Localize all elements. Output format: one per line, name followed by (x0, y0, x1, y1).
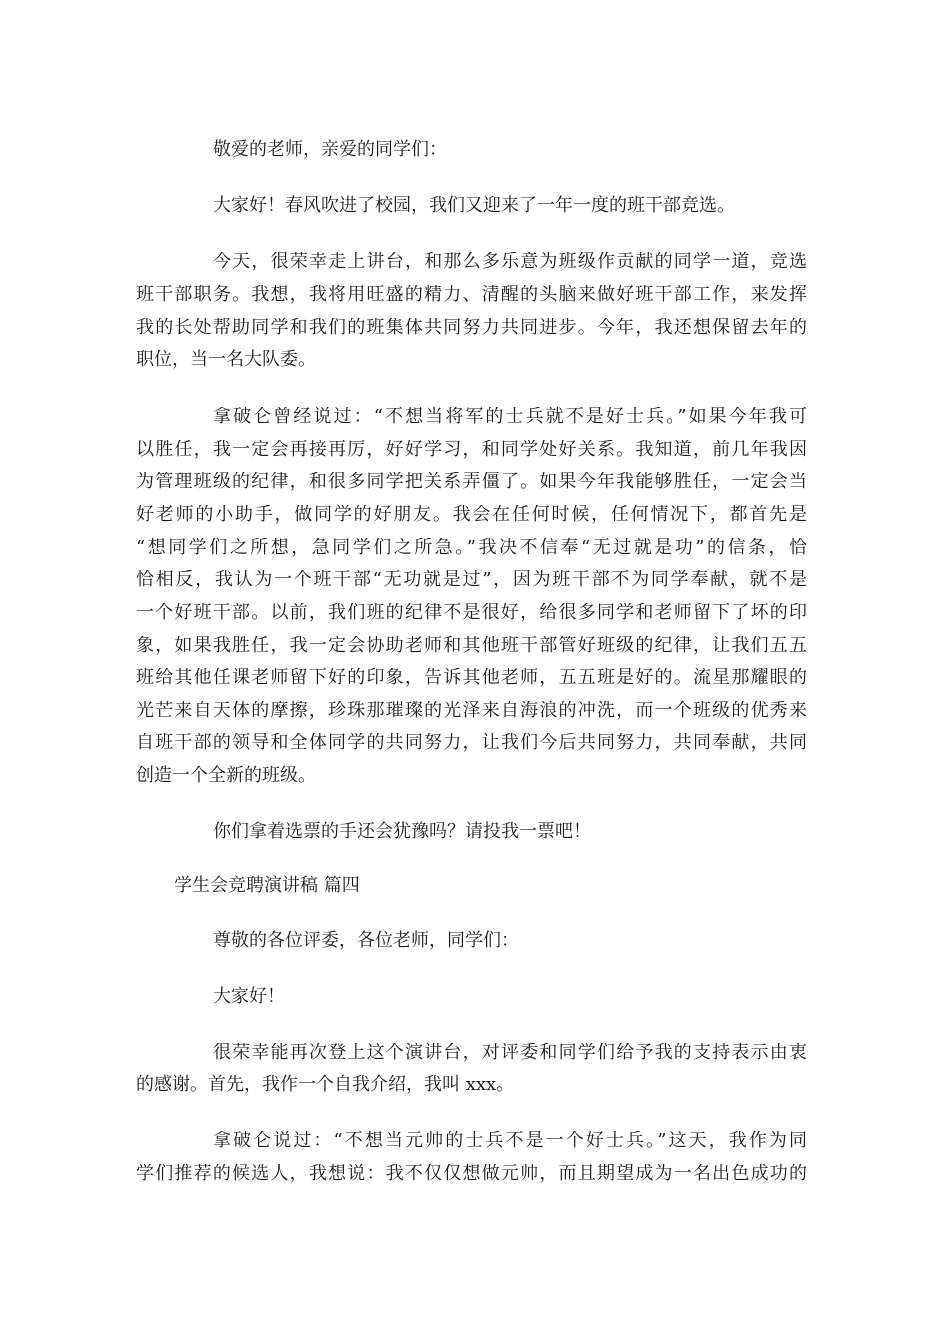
text-line: 一个好班干部。以前，我们班的纪律不是很好，给很多同学和老师留下了坏的印 (136, 603, 807, 623)
text-line: 大家好！春风吹进了校园，我们又迎来了一年一度的班干部竞选。 (213, 195, 735, 216)
text-line: 为管理班级的纪律，和很多同学把关系弄僵了。如果今年我能够胜任，一定会当 (136, 472, 807, 492)
text-line: 今天，很荣幸走上讲台，和那么多乐意为班级作贡献的同学一道，竞选 (213, 252, 807, 272)
text-line: 光芒来自天体的摩擦，珍珠那璀璨的光泽来自海浪的冲洗，而一个班级的优秀来 (136, 701, 807, 721)
text-line: 你们拿着选票的手还会犹豫吗？请投我一票吧！ (213, 821, 591, 842)
text-line: 拿破仑曾经说过：“不想当将军的士兵就不是好士兵。”如果今年我可 (213, 407, 807, 427)
text-line: “想同学们之所想，急同学们之所急。”我决不信奉“无过就是功”的信条，恰 (136, 538, 807, 558)
text-line: 象，如果我胜任，我一定会协助老师和其他班干部管好班级的纪律，让我们五五 (136, 636, 807, 656)
text-line: 恰相反，我认为一个班干部“无功就是过”，因为班干部不为同学奉献，就不是 (136, 570, 807, 590)
text-line: 的感谢。首先，我作一个自我介绍，我叫 xxx。 (136, 1074, 515, 1095)
text-line: 很荣幸能再次登上这个演讲台，对评委和同学们给予我的支持表示由衷 (213, 1043, 807, 1063)
text-line: 创造一个全新的班级。 (136, 765, 316, 786)
text-line: 以胜任，我一定会再接再厉，好好学习，和同学处好关系。我知道，前几年我因 (136, 440, 807, 460)
text-line: 拿破仑说过：“不想当元帅的士兵不是一个好士兵。”这天，我作为同 (213, 1131, 807, 1151)
text-line: 学们推荐的候选人，我想说：我不仅仅想做元帅，而且期望成为一名出色成功的 (136, 1164, 807, 1184)
text-line: 自班干部的领导和全体同学的共同努力，让我们今后共同努力，共同奉献，共同 (136, 733, 807, 753)
section-heading: 学生会竞聘演讲稿 篇四 (174, 875, 360, 896)
text-line: 我的长处帮助同学和我们的班集体共同努力共同进步。今年，我还想保留去年的 (136, 318, 807, 338)
text-line: 尊敬的各位评委，各位老师，同学们： (213, 930, 519, 951)
text-line: 敬爱的老师，亲爱的同学们： (213, 139, 447, 160)
text-line: 大家好！ (213, 986, 285, 1007)
text-line: 班给其他任课老师留下好的印象，告诉其他老师，五五班是好的。流星那耀眼的 (136, 668, 807, 688)
text-line: 好老师的小助手，做同学的好朋友。我会在任何时候，任何情况下，都首先是 (136, 505, 807, 525)
text-line: 职位，当一名大队委。 (136, 349, 316, 370)
text-line: 班干部职务。我想，我将用旺盛的精力、清醒的头脑来做好班干部工作，来发挥 (136, 285, 807, 305)
